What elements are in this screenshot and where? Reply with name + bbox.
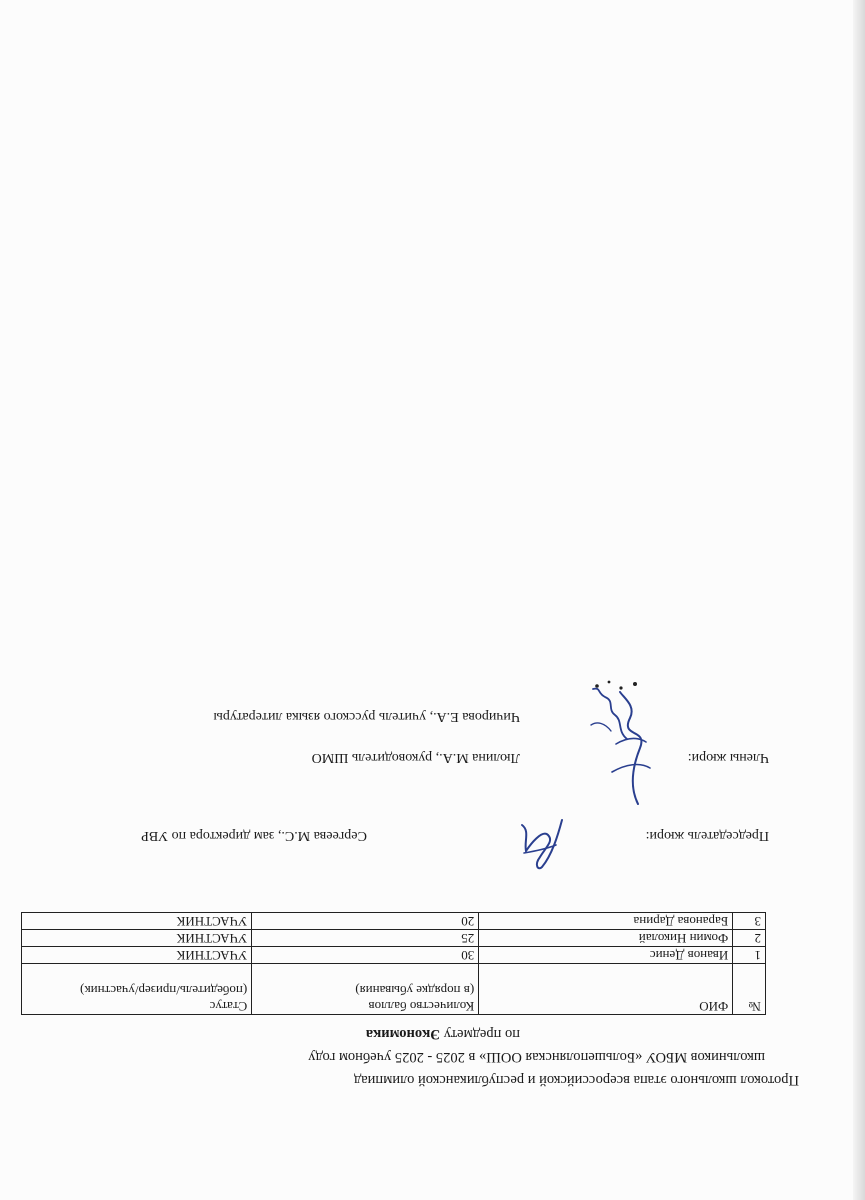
row-fio: Фомин Николай bbox=[479, 930, 733, 947]
row-score: 30 bbox=[252, 947, 479, 964]
header-score-line-1: Количество баллов bbox=[368, 999, 475, 1014]
row-fio: Иванов Денис bbox=[479, 947, 733, 964]
jury-member-1: Люлина М.А., руководитель ШМО bbox=[311, 750, 520, 765]
table-row bbox=[22, 947, 766, 964]
row-num: 3 bbox=[733, 913, 766, 930]
chair-signature bbox=[515, 815, 570, 875]
scan-edge-shadow bbox=[853, 0, 865, 1200]
jury-chair-name: Сергеева М.С., зам директора по УВР bbox=[141, 828, 367, 843]
header-status-line-1: Статус bbox=[209, 999, 248, 1014]
row-fio: Баранова Дарина bbox=[479, 913, 733, 930]
header-fio: ФИО bbox=[479, 964, 733, 1015]
jury-chair-label: Председатель жюри: bbox=[645, 828, 769, 843]
results-table bbox=[21, 912, 766, 1015]
row-score: 20 bbox=[252, 913, 479, 930]
header-score bbox=[252, 964, 479, 1015]
table-header-row bbox=[22, 964, 766, 1015]
member-2-signature bbox=[585, 685, 635, 745]
row-num: 1 bbox=[733, 947, 766, 964]
jury-members-label: Члены жюри: bbox=[687, 750, 769, 765]
table-row bbox=[22, 913, 766, 930]
ink-dots bbox=[583, 674, 643, 694]
protocol-title-line-2: школьников МБОУ «Большеполянская ООШ» в 2025 - 2025 учебном году bbox=[308, 1049, 765, 1065]
jury-member-2: Чичирова Е.А., учитель русского языка литературы bbox=[213, 709, 520, 724]
protocol-title-line-1: Протокол школьного этапа всероссийской и республиканской олимпиад bbox=[353, 1072, 799, 1088]
header-status bbox=[22, 964, 252, 1015]
protocol-title-line-3 bbox=[366, 1025, 520, 1042]
header-score-line-2: (в порядке убывания) bbox=[355, 983, 475, 998]
row-num: 2 bbox=[733, 930, 766, 947]
subject-name: Экономика bbox=[365, 1026, 441, 1042]
row-score: 25 bbox=[252, 930, 479, 947]
subject-prefix: по предмету bbox=[440, 1026, 520, 1042]
header-num: № bbox=[733, 964, 766, 1015]
table-row bbox=[22, 930, 766, 947]
row-status: УЧАСТНИК bbox=[22, 930, 252, 947]
row-status: УЧАСТНИК bbox=[22, 947, 252, 964]
header-status-line-2: (победитель/призер/участник) bbox=[80, 983, 248, 998]
row-status: УЧАСТНИК bbox=[22, 913, 252, 930]
